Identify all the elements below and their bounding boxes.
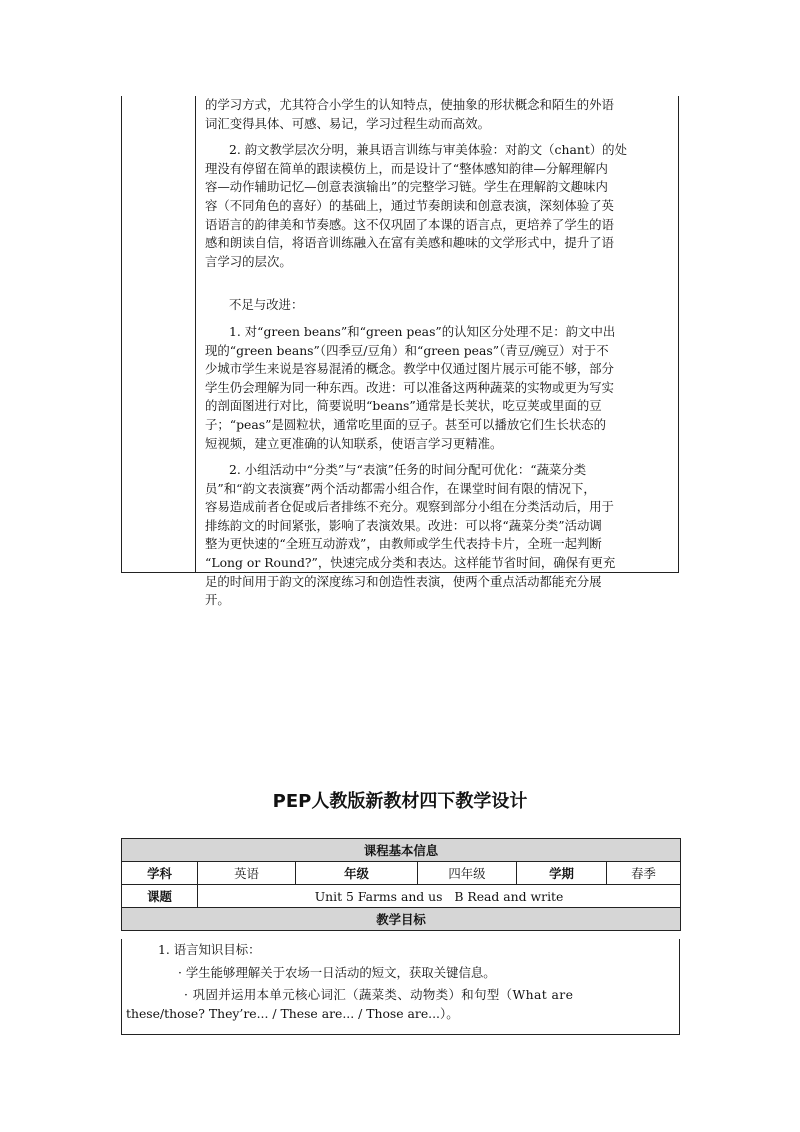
course-info-header: 课程基本信息	[122, 839, 681, 862]
text-line: 排练韵文的时间紧张，影响了表演效果。改进：可以将“蔬菜分类”活动调	[205, 517, 602, 533]
term-value: 春季	[607, 862, 681, 885]
reflection-table	[121, 96, 679, 608]
topic-value: Unit 5 Farms and us B Read and write	[198, 885, 681, 908]
objective-item: 1. 语言知识目标：	[158, 942, 261, 957]
text-line: 短视频，建立更准确的认知联系，使语言学习更精准。	[205, 435, 503, 451]
text-line: 语语言的韵律美和节奏感。这不仅巩固了本课的语言点，更培养了学生的语	[205, 216, 614, 232]
objective-bullet: · 巩固并运用本单元核心词汇（蔬菜类、动物类）和句型（What are	[184, 987, 574, 1003]
text-line: 容（不同角色的喜好）的基础上，通过节奏朗读和创意表演，深刻体验了英	[205, 197, 614, 213]
text-line: 员”和“韵文表演赛”两个活动都需小组合作，在课堂时间有限的情况下，	[205, 480, 596, 496]
text-line: 开。	[205, 592, 230, 608]
topic-label: 课题	[122, 885, 198, 908]
reflection-content-cell	[197, 96, 678, 610]
reflection-intro-paragraph	[205, 96, 670, 133]
text-line: 理没有停留在简单的跟读模仿上，而是设计了“整体感知韵律—分解理解内	[205, 160, 608, 176]
text-line: 的学习方式，尤其符合小学生的认知特点，使抽象的形状概念和陌生的外语	[205, 97, 614, 112]
text-line: 2. 小组活动中“分类”与“表演”任务的时间分配可优化：“蔬菜分类	[229, 462, 587, 478]
text-line: 2. 韵文教学层次分明，兼具语言训练与审美体验：对韵文（chant）的处	[229, 142, 627, 158]
text-line: 现的“green beans”（四季豆/豆角）和“green peas”（青豆/豌豆）对于不	[205, 342, 609, 358]
text-line: 感和朗读自信，将语音训练融入在富有美感和趣味的文学形式中，提升了语	[205, 235, 614, 251]
subject-value: 英语	[198, 862, 296, 885]
text-line: 的剖面图进行对比，简要说明“beans”通常是长荚状，吃豆荚或里面的豆	[205, 398, 602, 414]
text-line: 1. 对“green beans”和“green peas”的认知区分处理不足：韵文中出	[229, 323, 616, 339]
text-line: 词汇变得具体、可感、易记，学习过程生动而高效。	[205, 115, 490, 131]
text-line: 容—动作辅助记忆—创意表演输出”的完整学习链。学生在理解韵文趣味内	[205, 179, 608, 195]
text-line: 整为更快速的“全班互动游戏”，由教师或学生代表持卡片，全班一起判断	[205, 536, 602, 552]
grade-value: 四年级	[418, 862, 517, 885]
course-info-table	[121, 838, 681, 931]
text-line: 容易造成前者仓促或后者排练不充分。观察到部分小组在分类活动后，用于	[205, 499, 614, 515]
objective-bullet-continuation: these/those? They’re... / These are... / Those are...）。	[126, 1005, 459, 1021]
objective-bullet: · 学生能够理解关于农场一日活动的短文，获取关键信息。	[178, 964, 496, 980]
grade-label: 年级	[296, 862, 418, 885]
objectives-content	[121, 939, 680, 1035]
shortcomings-heading: 不足与改进：	[229, 297, 304, 313]
text-line: 少城市学生来说是容易混淆的概念。教学中仅通过图片展示可能不够，部分	[205, 361, 614, 377]
reflection-label-cell	[122, 96, 196, 572]
shortcoming-point-2	[205, 461, 670, 610]
text-line: 言学习的层次。	[205, 253, 292, 269]
term-label: 学期	[517, 862, 607, 885]
subject-label: 学科	[122, 862, 198, 885]
text-line: 学生仍会理解为同一种东西。改进：可以准备这两种蔬菜的实物或更为写实	[205, 379, 614, 395]
shortcoming-point-1	[205, 323, 670, 453]
document-title: PEP人教版新教材四下教学设计	[272, 791, 528, 812]
objectives-header: 教学目标	[122, 908, 681, 931]
text-line: “Long or Round?”，快速完成分类和表达。这样能节省时间，确保有更充	[205, 555, 616, 571]
reflection-point-2	[205, 141, 670, 271]
text-line: 足的时间用于韵文的深度练习和创造性表演，使两个重点活动都能充分展	[205, 573, 602, 589]
text-line: 子；“peas”是圆粒状，通常吃里面的豆子。甚至可以播放它们生长状态的	[205, 416, 607, 432]
